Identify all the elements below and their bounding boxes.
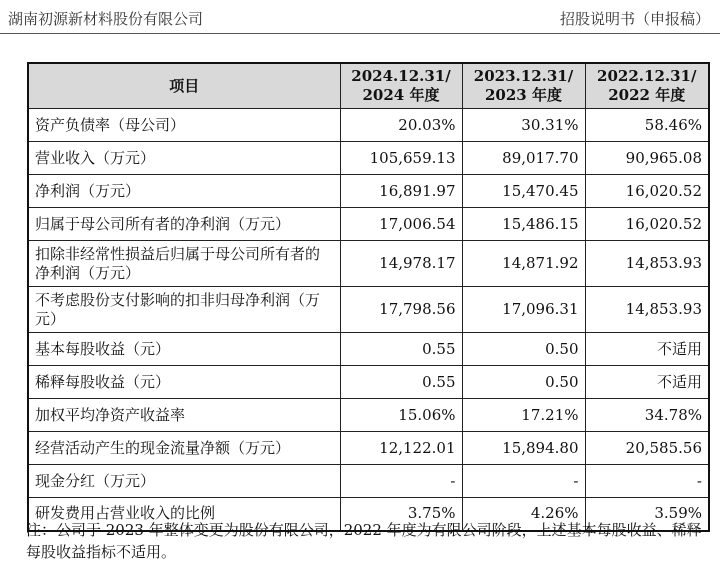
row-label: 稀释每股收益（元） (28, 366, 340, 399)
value-2022: 不适用 (585, 333, 709, 366)
row-label: 研发费用占营业收入的比例 (28, 498, 340, 531)
table-header-row (28, 63, 709, 109)
column-header-2024: 2024.12.31/ 2024 年度 (340, 63, 462, 109)
table-row (28, 241, 709, 287)
column-header-item: 项目 (28, 63, 340, 109)
value-2024: 17,798.56 (340, 287, 462, 333)
table-row (28, 208, 709, 241)
value-2022: 20,585.56 (585, 432, 709, 465)
value-2024: 105,659.13 (340, 142, 462, 175)
table-row (28, 287, 709, 333)
value-2024: 0.55 (340, 366, 462, 399)
value-2023: 4.26% (462, 498, 585, 531)
value-2022: 14,853.93 (585, 241, 709, 287)
table-row (28, 175, 709, 208)
value-2023: 0.50 (462, 366, 585, 399)
header-rule (0, 33, 720, 34)
value-2024: 17,006.54 (340, 208, 462, 241)
value-2023: 89,017.70 (462, 142, 585, 175)
value-2023: 15,486.15 (462, 208, 585, 241)
row-label: 现金分红（万元） (28, 465, 340, 498)
value-2023: 15,894.80 (462, 432, 585, 465)
value-2023: 14,871.92 (462, 241, 585, 287)
value-2024: - (340, 465, 462, 498)
value-2022: - (585, 465, 709, 498)
footnote: 注：公司于 2023 年整体变更为股份有限公司，2022 年度为有限公司阶段，上述基本每股收益、稀释每股收益指标不适用。 (26, 521, 702, 561)
table-row (28, 432, 709, 465)
value-2024: 16,891.97 (340, 175, 462, 208)
row-label: 不考虑股份支付影响的扣非归母净利润（万元） (28, 287, 340, 333)
value-2022: 14,853.93 (585, 287, 709, 333)
value-2023: 17,096.31 (462, 287, 585, 333)
row-label: 归属于母公司所有者的净利润（万元） (28, 208, 340, 241)
value-2022: 3.59% (585, 498, 709, 531)
company-name: 湖南初源新材料股份有限公司 (8, 10, 204, 28)
row-label: 资产负债率（母公司） (28, 109, 340, 142)
value-2024: 15.06% (340, 399, 462, 432)
table-row (28, 399, 709, 432)
table-row (28, 109, 709, 142)
value-2024: 3.75% (340, 498, 462, 531)
value-2023: 0.50 (462, 333, 585, 366)
value-2022: 90,965.08 (585, 142, 709, 175)
row-label: 扣除非经常性损益后归属于母公司所有者的净利润（万元） (28, 241, 340, 287)
value-2022: 34.78% (585, 399, 709, 432)
value-2022: 不适用 (585, 366, 709, 399)
row-label: 经营活动产生的现金流量净额（万元） (28, 432, 340, 465)
page-header (0, 0, 720, 34)
row-label: 基本每股收益（元） (28, 333, 340, 366)
row-label: 营业收入（万元） (28, 142, 340, 175)
value-2022: 16,020.52 (585, 208, 709, 241)
table-row (28, 333, 709, 366)
table-row (28, 465, 709, 498)
column-header-2022: 2022.12.31/ 2022 年度 (585, 63, 709, 109)
row-label: 净利润（万元） (28, 175, 340, 208)
value-2024: 14,978.17 (340, 241, 462, 287)
value-2023: 30.31% (462, 109, 585, 142)
value-2023: - (462, 465, 585, 498)
table-row (28, 366, 709, 399)
value-2022: 16,020.52 (585, 175, 709, 208)
row-label: 加权平均净资产收益率 (28, 399, 340, 432)
value-2023: 17.21% (462, 399, 585, 432)
table-row (28, 142, 709, 175)
value-2023: 15,470.45 (462, 175, 585, 208)
value-2022: 58.46% (585, 109, 709, 142)
value-2024: 12,122.01 (340, 432, 462, 465)
value-2024: 20.03% (340, 109, 462, 142)
column-header-2023: 2023.12.31/ 2023 年度 (462, 63, 585, 109)
value-2024: 0.55 (340, 333, 462, 366)
financial-indicators-table (27, 62, 710, 532)
document-title: 招股说明书（申报稿） (559, 10, 710, 28)
